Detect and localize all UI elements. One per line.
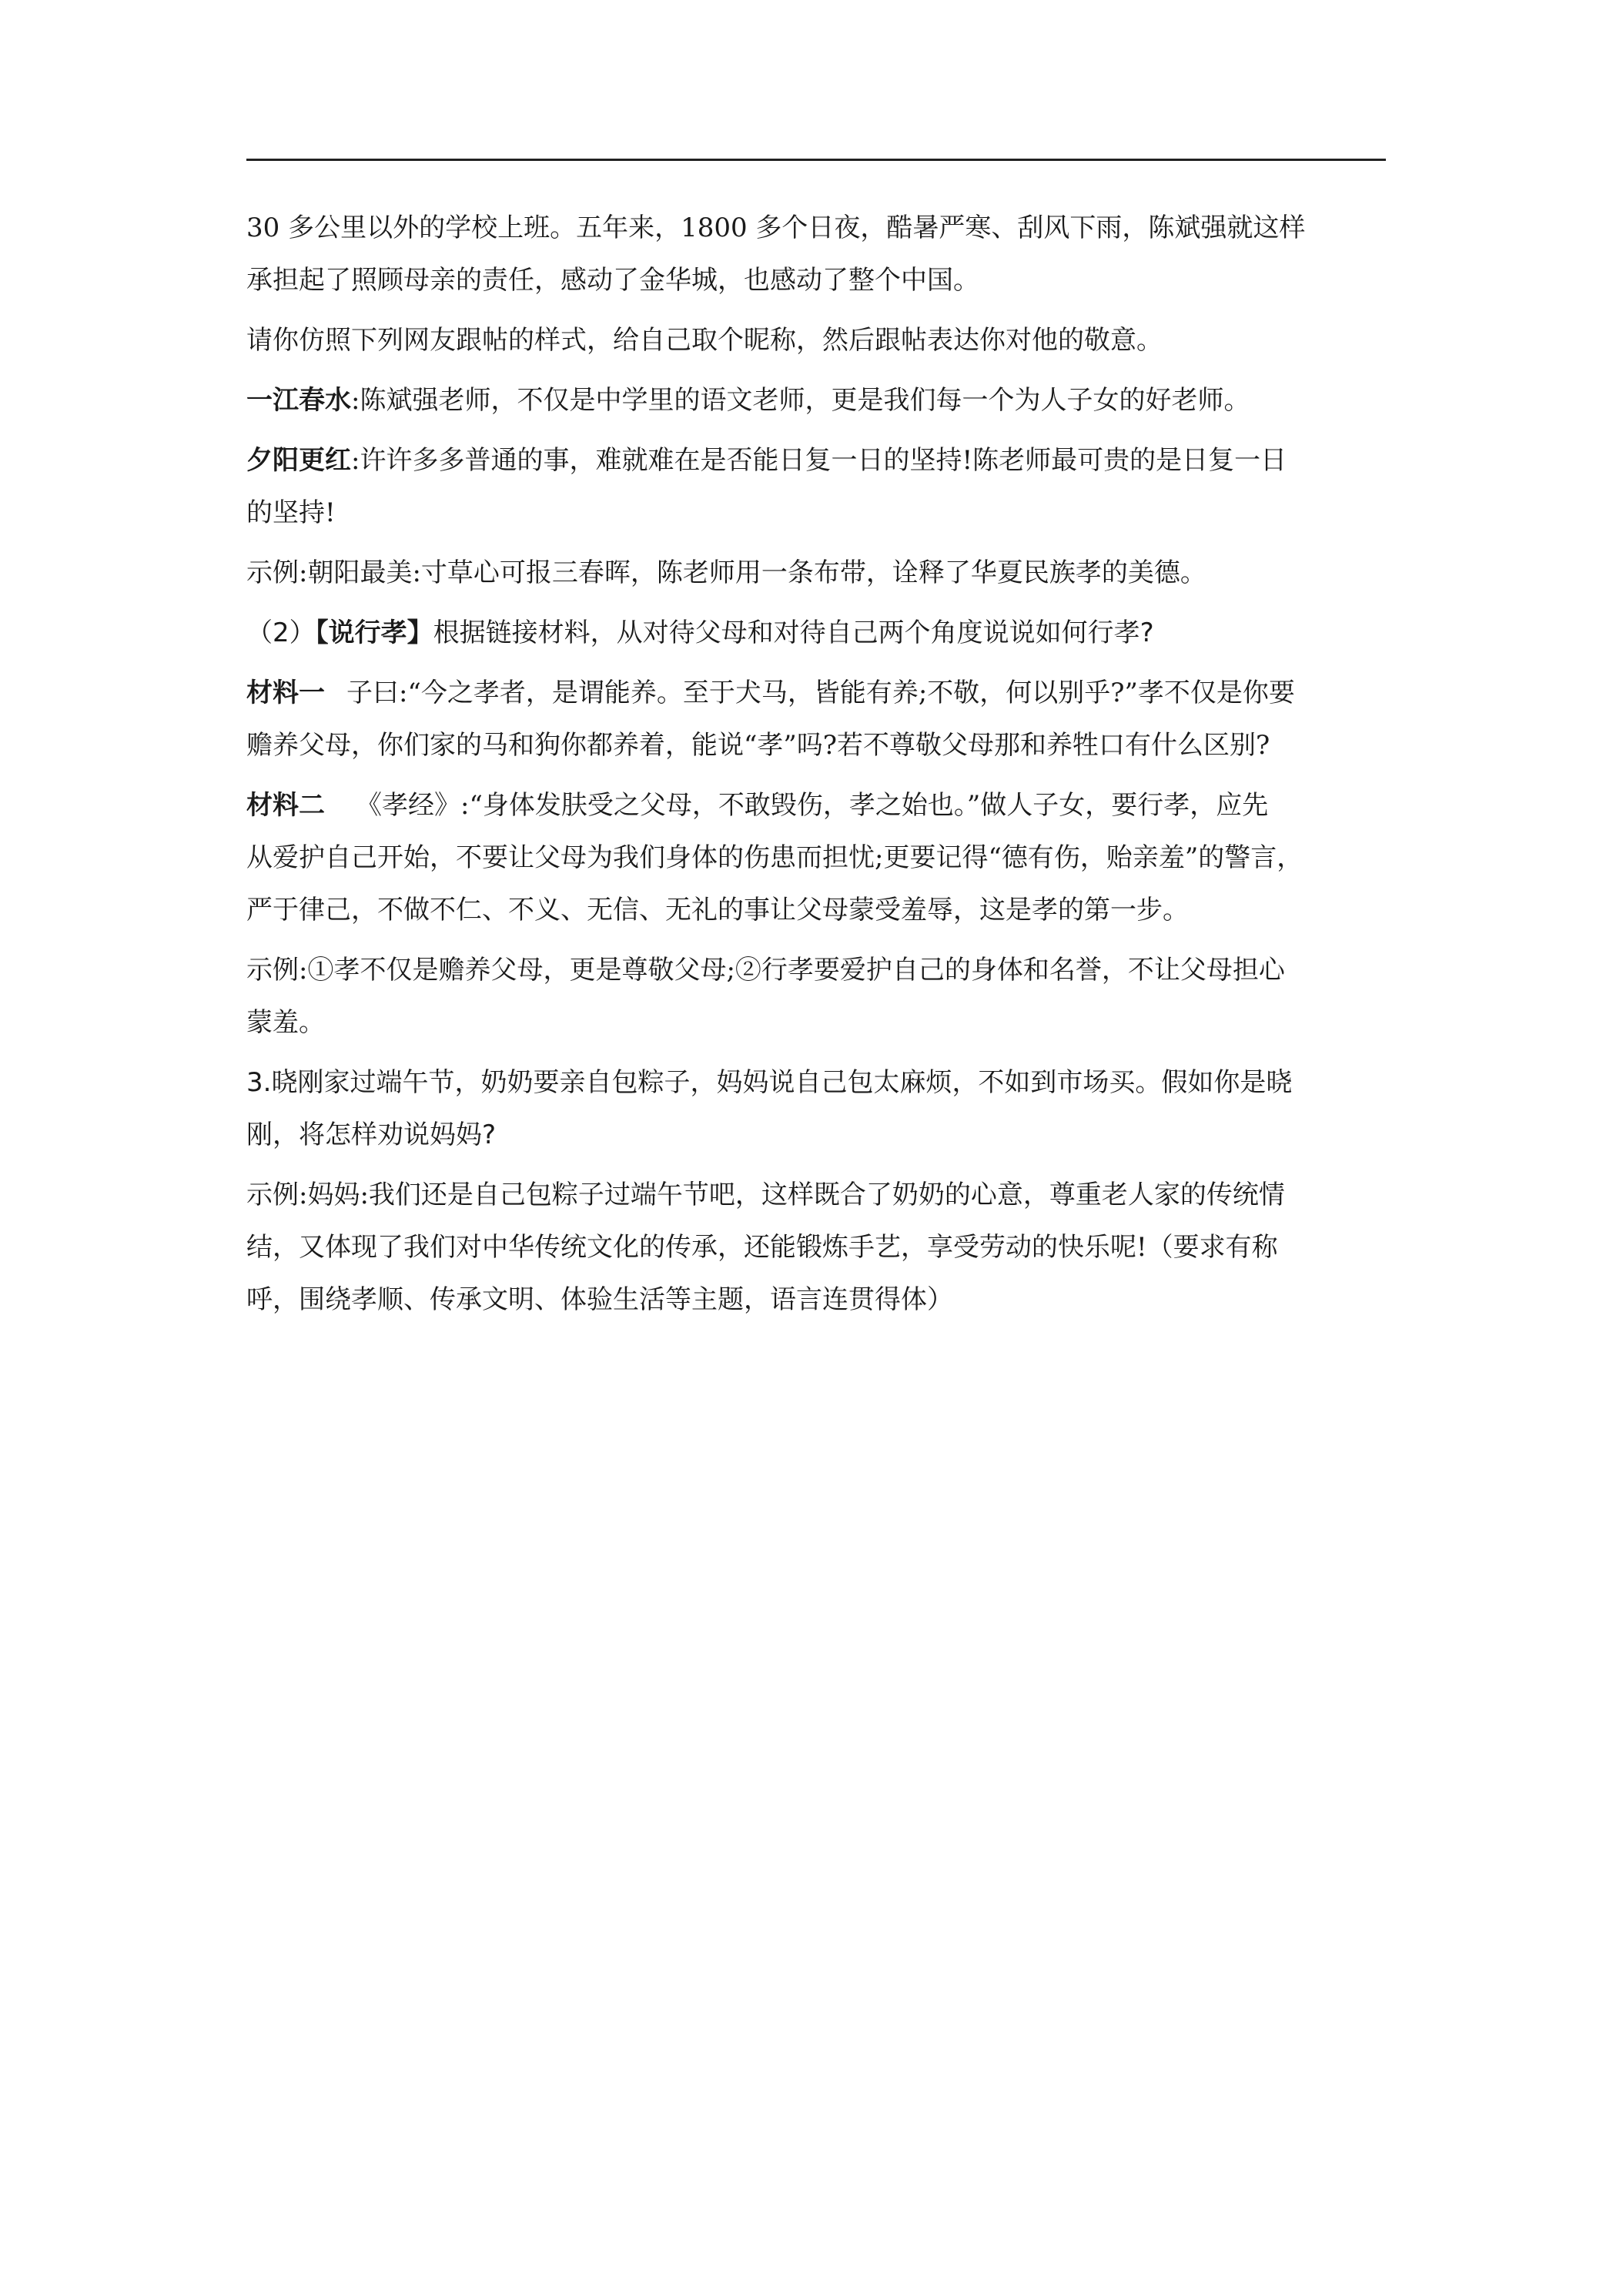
material-two-label: 材料二 [246, 790, 325, 821]
example-three [246, 1169, 1386, 1326]
example-two [246, 944, 1386, 1049]
question-three [246, 1056, 1386, 1161]
post-two [246, 434, 1386, 539]
question-two-number: （2） [246, 618, 316, 648]
post-two-text-1: :许许多多普通的事，难就难在是否能日复一日的坚持!陈老师最可贵的是日复一日 [351, 445, 1287, 476]
example-three-line-1: 示例:妈妈:我们还是自己包粽子过端午节吧，这样既合了奶奶的心意，尊重老人家的传统情 [246, 1180, 1285, 1210]
intro-line-1: 30 多公里以外的学校上班。五年来，1800 多个日夜，酷暑严寒、刮风下雨，陈斌强就这样 [246, 213, 1306, 243]
post-two-nickname: 夕阳更红 [246, 445, 351, 476]
post-two-text-2: 的坚持! [246, 497, 336, 528]
intro-paragraph [246, 202, 1386, 306]
post-one-text: :陈斌强老师，不仅是中学里的语文老师，更是我们每一个为人子女的好老师。 [351, 385, 1250, 416]
example-three-line-2: 结，又体现了我们对中华传统文化的传承，还能锻炼手艺，享受劳动的快乐呢!（要求有称 [246, 1232, 1278, 1263]
post-one [246, 374, 1386, 427]
example-two-line-1: 示例:①孝不仅是赡养父母，更是尊敬父母;②行孝要爱护自己的身体和名誉，不让父母担心 [246, 955, 1285, 986]
question-two [246, 607, 1386, 659]
material-one-label: 材料一 [246, 678, 325, 708]
material-two-line-3: 严于律己，不做不仁、不义、无信、无礼的事让父母蒙受羞辱，这是孝的第一步。 [246, 895, 1189, 925]
example-one: 示例:朝阳最美:寸草心可报三春晖，陈老师用一条布带，诠释了华夏民族孝的美德。 [246, 557, 1206, 588]
intro-line-2: 承担起了照顾母亲的责任，感动了金华城，也感动了整个中国。 [246, 265, 979, 296]
example-three-line-3: 呼，围绕孝顺、传承文明、体验生活等主题，语言连贯得体） [246, 1284, 953, 1315]
question-two-text: 根据链接材料，从对待父母和对待自己两个角度说说如何行孝? [433, 618, 1154, 648]
question-two-tag: 【说行孝】 [315, 618, 433, 648]
example-two-line-2: 蒙羞。 [246, 1007, 325, 1038]
instruction-text: 请你仿照下列网友跟帖的样式，给自己取个昵称，然后跟帖表达你对他的敬意。 [246, 325, 1163, 356]
post-one-nickname: 一江春水 [246, 385, 351, 416]
document-body [246, 202, 1386, 1334]
question-three-line-1: 3.晓刚家过端午节，奶奶要亲自包粽子，妈妈说自己包太麻烦，不如到市场买。假如你是晓 [246, 1067, 1293, 1098]
question-three-line-2: 刚，将怎样劝说妈妈? [246, 1120, 497, 1150]
material-two-line-2: 从爱护自己开始，不要让父母为我们身体的伤患而担忧;更要记得“德有伤，贻亲羞”的警言， [246, 842, 1303, 873]
material-two [246, 779, 1386, 936]
header-rule [246, 159, 1386, 161]
material-one-line-2: 赡养父母，你们家的马和狗你都养着，能说“孝”吗?若不尊敬父母那和养牲口有什么区别? [246, 730, 1270, 761]
material-one [246, 667, 1386, 771]
material-two-line-1: 《孝经》:“身体发肤受之父母，不敢毁伤，孝之始也。”做人子女，要行孝，应先 [356, 790, 1269, 821]
material-one-line-1: 子曰:“今之孝者，是谓能养。至于犬马，皆能有养;不敬，何以别乎?”孝不仅是你要 [346, 678, 1295, 708]
